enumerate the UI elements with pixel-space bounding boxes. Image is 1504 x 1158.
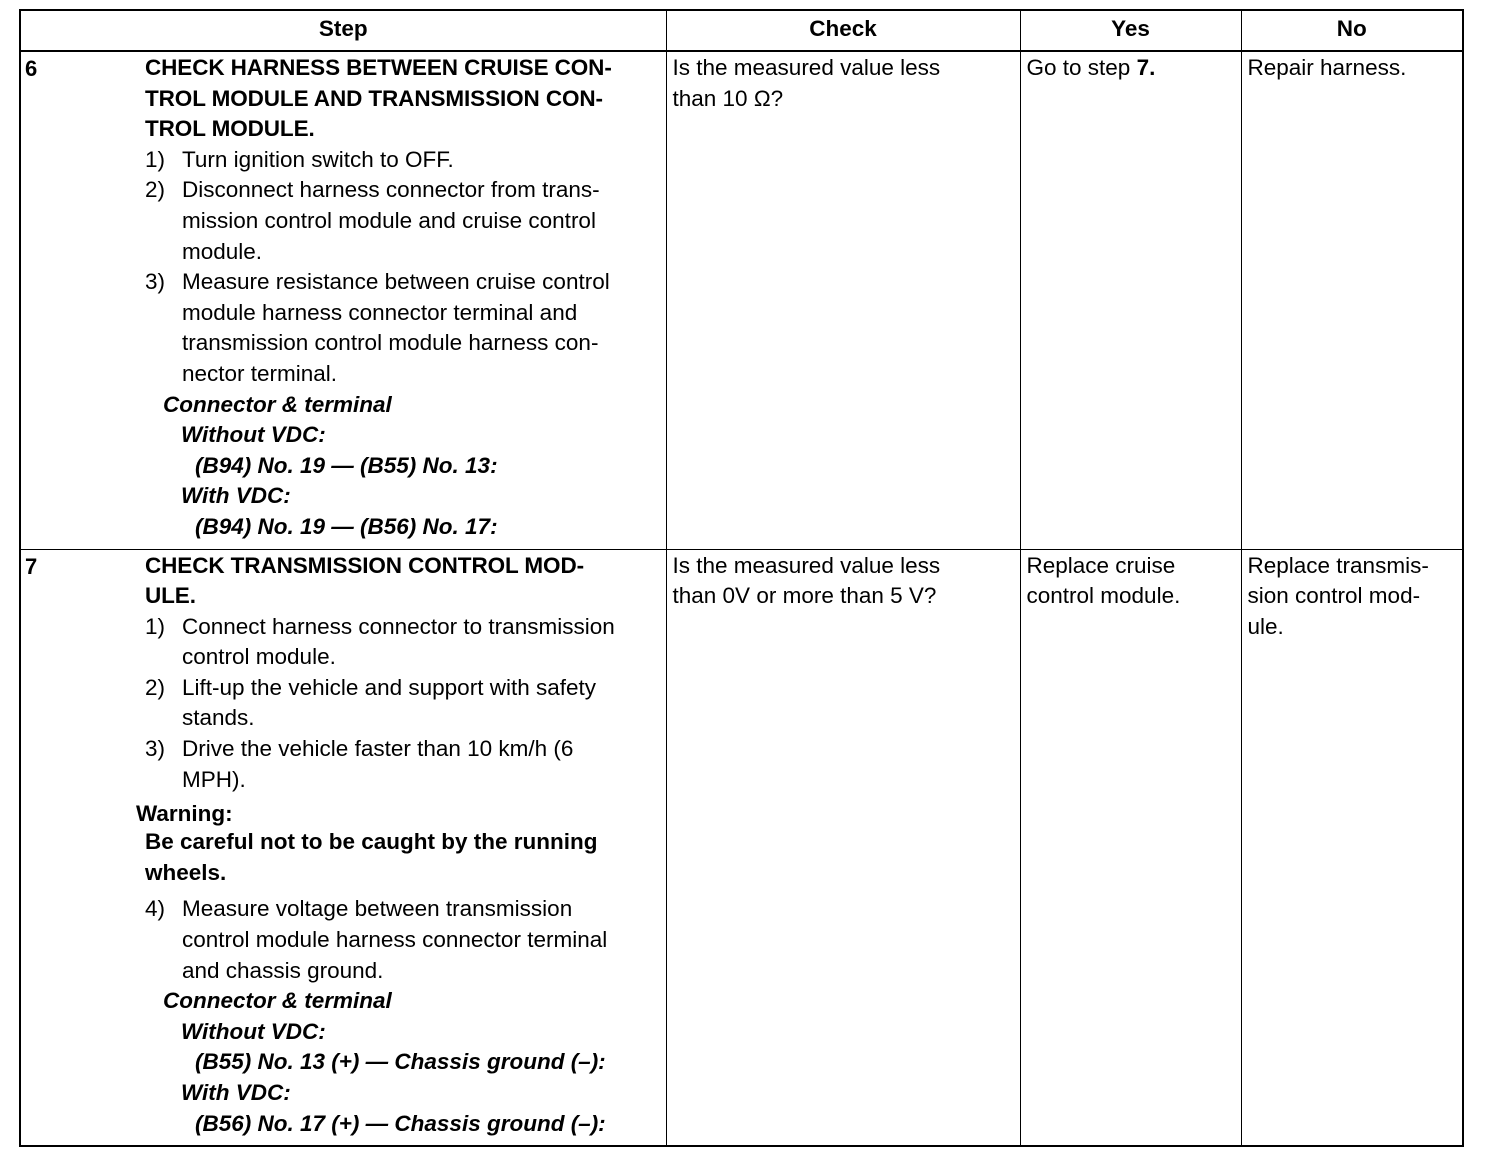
- warning-line: wheels.: [145, 859, 227, 885]
- substep-line: module.: [182, 238, 263, 264]
- with-vdc-value: (B56) No. 17 (+) — Chassis ground (–):: [195, 1110, 606, 1136]
- without-vdc-value: (B94) No. 19 — (B55) No. 13:: [195, 452, 498, 478]
- table-header-row: [20, 10, 1463, 51]
- substep: [145, 734, 666, 795]
- substep-number: 3): [145, 269, 166, 295]
- substep-number: 3): [145, 736, 166, 762]
- step-cell-7: [20, 549, 666, 1146]
- check-line: Is the measured value less: [672, 552, 941, 578]
- table-row-step-6: [20, 51, 1463, 549]
- substep: [145, 894, 666, 986]
- substep-line: transmission control module harness con-: [182, 330, 599, 356]
- substep-text: [182, 612, 666, 673]
- without-vdc-label: Without VDC:: [181, 422, 326, 448]
- substep-line: Drive the vehicle faster than 10 km/h (6: [182, 736, 574, 762]
- substep-text: [182, 267, 666, 389]
- no-line: Replace transmis-: [1247, 552, 1429, 578]
- substep-line: mission control module and cruise control: [182, 207, 596, 233]
- no-line: sion control mod-: [1247, 583, 1421, 609]
- check-cell-6: [666, 51, 1020, 549]
- substep-text: [182, 175, 666, 267]
- step-title: [145, 551, 666, 612]
- substep-text: [182, 145, 666, 176]
- step-title-line: TROL MODULE.: [145, 116, 315, 142]
- yes-cell-6: [1020, 51, 1241, 549]
- substep: [145, 175, 666, 267]
- substep-text: [182, 734, 666, 795]
- step-number: 6: [25, 56, 38, 81]
- step-title-line: CHECK HARNESS BETWEEN CRUISE CON-: [145, 55, 612, 80]
- check-line: than 0V or more than 5 V?: [672, 583, 937, 609]
- connector-heading: Connector & terminal: [163, 988, 392, 1014]
- substep-list: [145, 894, 666, 986]
- step-title-line: ULE.: [145, 583, 196, 609]
- check-cell-7: [666, 549, 1020, 1146]
- substep-line: MPH).: [182, 766, 246, 792]
- header-step: Step: [20, 10, 666, 51]
- header-yes: Yes: [1020, 10, 1241, 51]
- yes-line: control module.: [1026, 583, 1181, 609]
- no-line: ule.: [1247, 613, 1284, 639]
- substep-number: 2): [145, 674, 166, 700]
- yes-step-ref: 7.: [1136, 55, 1156, 80]
- substep-number: 1): [145, 146, 166, 172]
- yes-line: Replace cruise: [1026, 552, 1176, 578]
- warning-title: Warning:: [136, 801, 233, 827]
- with-vdc-label: With VDC:: [181, 483, 291, 509]
- substep: [145, 145, 666, 176]
- substep-line: module harness connector terminal and: [182, 299, 578, 325]
- with-vdc-value: (B94) No. 19 — (B56) No. 17:: [195, 513, 498, 539]
- substep-list: [145, 612, 666, 796]
- without-vdc-value: (B55) No. 13 (+) — Chassis ground (–):: [195, 1049, 606, 1075]
- substep-line: Turn ignition switch to OFF.: [182, 146, 454, 172]
- step-title: [145, 53, 666, 145]
- substep-line: Disconnect harness connector from trans-: [182, 177, 600, 203]
- substep-line: Connect harness connector to transmission: [182, 613, 615, 639]
- without-vdc-label: Without VDC:: [181, 1018, 326, 1044]
- substep-number: 1): [145, 613, 166, 639]
- with-vdc-label: With VDC:: [181, 1080, 291, 1105]
- substep-text: [182, 894, 666, 986]
- substep: [145, 267, 666, 389]
- substep-line: Measure voltage between transmission: [182, 896, 573, 922]
- substep-line: stands.: [182, 705, 255, 731]
- substep-line: and chassis ground.: [182, 957, 384, 983]
- substep-list: [145, 145, 666, 390]
- check-line: than 10 Ω?: [672, 85, 784, 111]
- no-line: Repair harness.: [1247, 55, 1407, 80]
- warning-text: [145, 827, 666, 888]
- substep: [145, 673, 666, 734]
- connector-heading: Connector & terminal: [163, 391, 392, 417]
- yes-cell-7: [1020, 549, 1241, 1146]
- step-cell-6: [20, 51, 666, 549]
- step-title-line: CHECK TRANSMISSION CONTROL MOD-: [145, 552, 584, 578]
- warning-line: Be careful not to be caught by the running: [145, 829, 598, 855]
- no-cell-6: [1241, 51, 1463, 549]
- connector-terminal-block: [145, 986, 666, 1139]
- connector-terminal-block: [145, 390, 666, 543]
- yes-text: Go to step: [1026, 55, 1137, 80]
- check-line: Is the measured value less: [672, 55, 941, 80]
- substep-line: Measure resistance between cruise control: [182, 269, 610, 295]
- substep-number: 2): [145, 177, 166, 203]
- substep: [145, 612, 666, 673]
- substep-number: 4): [145, 896, 166, 922]
- diagnostic-table: [19, 9, 1464, 1147]
- header-no: No: [1241, 10, 1463, 51]
- table-row-step-7: [20, 549, 1463, 1146]
- substep-line: control module.: [182, 644, 336, 670]
- step-title-line: TROL MODULE AND TRANSMISSION CON-: [145, 85, 603, 111]
- header-check: Check: [666, 10, 1020, 51]
- substep-text: [182, 673, 666, 734]
- step-number: 7: [25, 553, 38, 579]
- substep-line: control module harness connector terminal: [182, 927, 608, 953]
- substep-line: Lift-up the vehicle and support with safety: [182, 674, 596, 700]
- no-cell-7: [1241, 549, 1463, 1146]
- substep-line: nector terminal.: [182, 360, 338, 386]
